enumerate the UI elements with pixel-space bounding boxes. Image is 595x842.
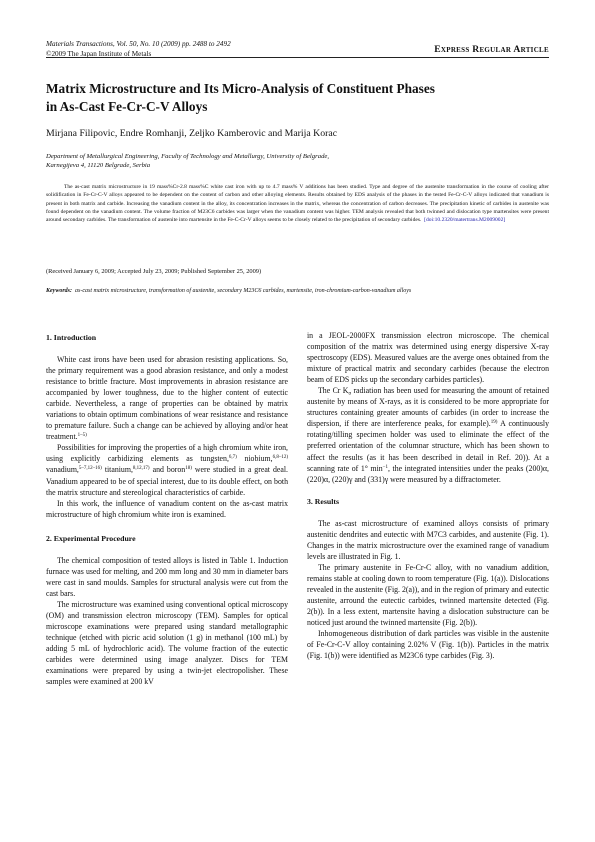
exp-p4-c: A continuously rotating/tilling specimen holder was used to eliminate the effect of the preferred orientation of the columnar structure, which has been shown to affect the results (as it has been described in detail in Ref. 20)). At a scanning rate of 1° min	[307, 419, 549, 473]
intro-p2-f: were studied in a great deal. Vanadium appeared to be of special interest, due to its double effect, on both the matrix structure and stereological characteristics of carbide.	[46, 465, 288, 497]
exp-p4-ref: 19)	[490, 420, 498, 426]
article-type: Express Regular Article	[434, 44, 549, 55]
affiliation-line-1: Department of Metallurgical Engineering, Faculty of Technology and Metallurgy, University of Belgrade,	[46, 153, 330, 160]
spacer	[307, 485, 549, 496]
affiliation-line-2: Karnegijeva 4, 11120 Belgrade, Serbia	[46, 162, 151, 170]
exp-paragraph-1: The chemical composition of tested alloys is listed in Table 1. Induction furnace was used for melting, and 200 mm long and 30 mm in diameter bars were cast in sand moulds. Samples for structural analysis were cut from the cast bars.	[46, 555, 288, 598]
intro-p2-ref1: 6,7)	[228, 455, 237, 461]
intro-paragraph-1	[46, 354, 288, 442]
exp-p4-a: The Cr K	[318, 386, 349, 396]
exp-paragraph-3: in a JEOL-2000FX transmission electron microscope. The chemical composition of the matrix was determined using energy dispersive X-ray spectroscopy (EDS). Measured values are the averge ones obtained from the mixture of practical matrix and secondary carbides (because the electron beam of EDS picks up the secondary carbides particles).	[307, 331, 549, 385]
intro-p2-e: and boron	[149, 465, 186, 475]
exp-p4-d: , the integrated intensities under the peaks (200)α, (220)α, (220)γ and (331)γ were measured by a diffractometer.	[307, 463, 549, 484]
keywords	[46, 287, 549, 296]
exp-p4-b: radiation has been used for measuring the amount of retained austenite by means of X-rays, as it is considered to be more appropriate for structures containing greater amounts of carbides (in order to increase the dispersion, if there are interference peaks, for example).	[307, 386, 550, 429]
intro-p2-ref3: 5–7,12–16)	[78, 466, 102, 472]
abstract	[46, 183, 549, 225]
right-column	[307, 330, 549, 661]
keywords-label: Keywords:	[46, 288, 72, 294]
exp-paragraph-2: The microstructure was examined using conventional optical microscopy (OM) and transmission electron microscopy (TEM). Samples for optical microscope examinations were prepared using standard metallographic technique (etched with picric acid solution (1 g) in methanol (100 mL) by adding 5 mL of hydrochloric acid). The volume fraction of the eutectic carbides were determined using image analyzer. Discs for TEM examinations were prepared by using a twin-jet electropolisher. These samples were examined at 200 kV	[46, 599, 288, 687]
intro-p1-text: White cast irons have been used for abrasion resisting applications. So, the primary requirement was a good abrasion resistance, and only a modest resistance to brittle fracture. Most improvements in abrasion resistance are accompanied by lower toughness, due to the higher content of eutectic carbide. Nevertheless, a range of properties can be obtained by matrix variations to obtain optimum combinations of wear resistance and resistance to premature failure. Such a change can be achieved by alloying and/or heat treatment.	[46, 355, 288, 442]
title-line-2: in As-Cast Fe-Cr-C-V Alloys	[46, 99, 208, 114]
exp-paragraph-4	[307, 385, 549, 484]
intro-p1-ref: 1–5)	[77, 433, 87, 439]
abstract-text: The as-cast matrix microstructure in 19 mass%Cr-2.8 mass%C white cast iron with up to 4.7 mass% V additions has been studied. Type and degree of the austenite transformation in the course of cooling after solidification in Fe-Cr-C-V alloys appeared to be dependent on the content of carbon and other alloying elements. Results obtained by EDS analysis of the phases in the tested Fe-Cr-C-V alloys indicated that vanadium is present in both matrix and carbide. Increasing the vanadium content in the alloy, its concentration increases in the matrix, whereas the concentration of carbon decreases. The precipitation kinetic of carbides in austenite was found dependent on the vanadium content. The volume fraction of M23C6 carbides was larger when the vanadium content was higher. TEM analysis revealed that both twinned and dislocation type martensites were present around secondary carbides. The transformation of austenite into martensite in the Fe-C-Cr-V alloys seems to be closely related to the precipitation of secondary carbides.	[46, 184, 549, 224]
results-paragraph-1: The as-cast microstructure of examined alloys consists of primary austenitic dendrites and eutectic with M7C3 carbides, and austenite (Fig. 1). Changes in the matrix microstructure over the examined range of vanadium levels are illustrated in Fig. 1.	[307, 518, 549, 561]
intro-p2-ref5: 18)	[185, 466, 192, 472]
spacer	[46, 520, 288, 533]
exp-p4-alpha: α	[348, 391, 352, 397]
affiliation	[46, 152, 549, 171]
intro-p2-c: vanadium,	[46, 465, 79, 475]
results-heading: 3. Results	[307, 496, 340, 506]
header-rule	[46, 57, 549, 58]
journal-line-1: Materials Transactions, Vol. 50, No. 10 (2009) pp. 2488 to 2492	[46, 40, 231, 48]
intro-p2-d: titanium,	[101, 465, 133, 475]
doi-link[interactable]: [doi:10.2320/matertrans.M2009002]	[424, 217, 506, 224]
left-column	[46, 332, 288, 687]
intro-heading: 1. Introduction	[46, 333, 97, 342]
intro-p2-b: niobium,	[236, 454, 273, 464]
intro-paragraph-2	[46, 442, 288, 497]
authors: Mirjana Filipovic, Endre Romhanji, Zeljko Kamberovic and Marija Korac	[46, 128, 338, 139]
paper-title	[46, 80, 526, 116]
intro-p2-ref2: 6,8–12)	[272, 455, 288, 461]
intro-p2-a: Possibilities for improving the properties of a high chromium white iron, using explicitly carbidizing elements as tungsten,	[46, 443, 288, 464]
exp-p4-sup: −1	[382, 464, 388, 470]
results-paragraph-3: Inhomogeneous distribution of dark particles was visible in the austenite of Fe-Cr-C-V alloy containing 2.02% V (Fig. 1(b)). Particles in the matrix (Fig. 1(b)) were identified as M23C6 type carbides (Fig. 3).	[307, 629, 549, 661]
keywords-text: as-cast matrix microstructure, transformation of austenite, secondary M23C6 carbides, martensite, iron-chromium-carbon-vanadium alloys	[75, 288, 412, 294]
intro-paragraph-3: In this work, the influence of vanadium content on the as-cast matrix microstructure of high chromium white iron is examined.	[46, 498, 288, 519]
results-paragraph-2: The primary austenite in Fe-Cr-C alloy, with no vanadium addition, remains stable at cooling down to room temperature (Fig. 1(a)). Dislocations revealed in the austenite (Fig. 2(a)), and in the region of primary and eutectic austenite, arround the eutectic carbides, twinned martensite detected (Fig. 2(b)). In a less extent, martensite having a dislocation substructure can be noticed just around the twinned martensite (Fig. 2(b)).	[307, 562, 549, 628]
title-line-1: Matrix Microstructure and Its Micro-Analysis of Constituent Phases	[46, 81, 435, 96]
experimental-heading: 2. Experimental Procedure	[46, 533, 136, 543]
intro-p2-ref4: 8,12,17)	[132, 466, 150, 472]
received-dates: (Received January 6, 2009; Accepted July 23, 2009; Published September 25, 2009)	[46, 268, 262, 275]
journal-line-2: ©2009 The Japan Institute of Metals	[46, 49, 152, 58]
